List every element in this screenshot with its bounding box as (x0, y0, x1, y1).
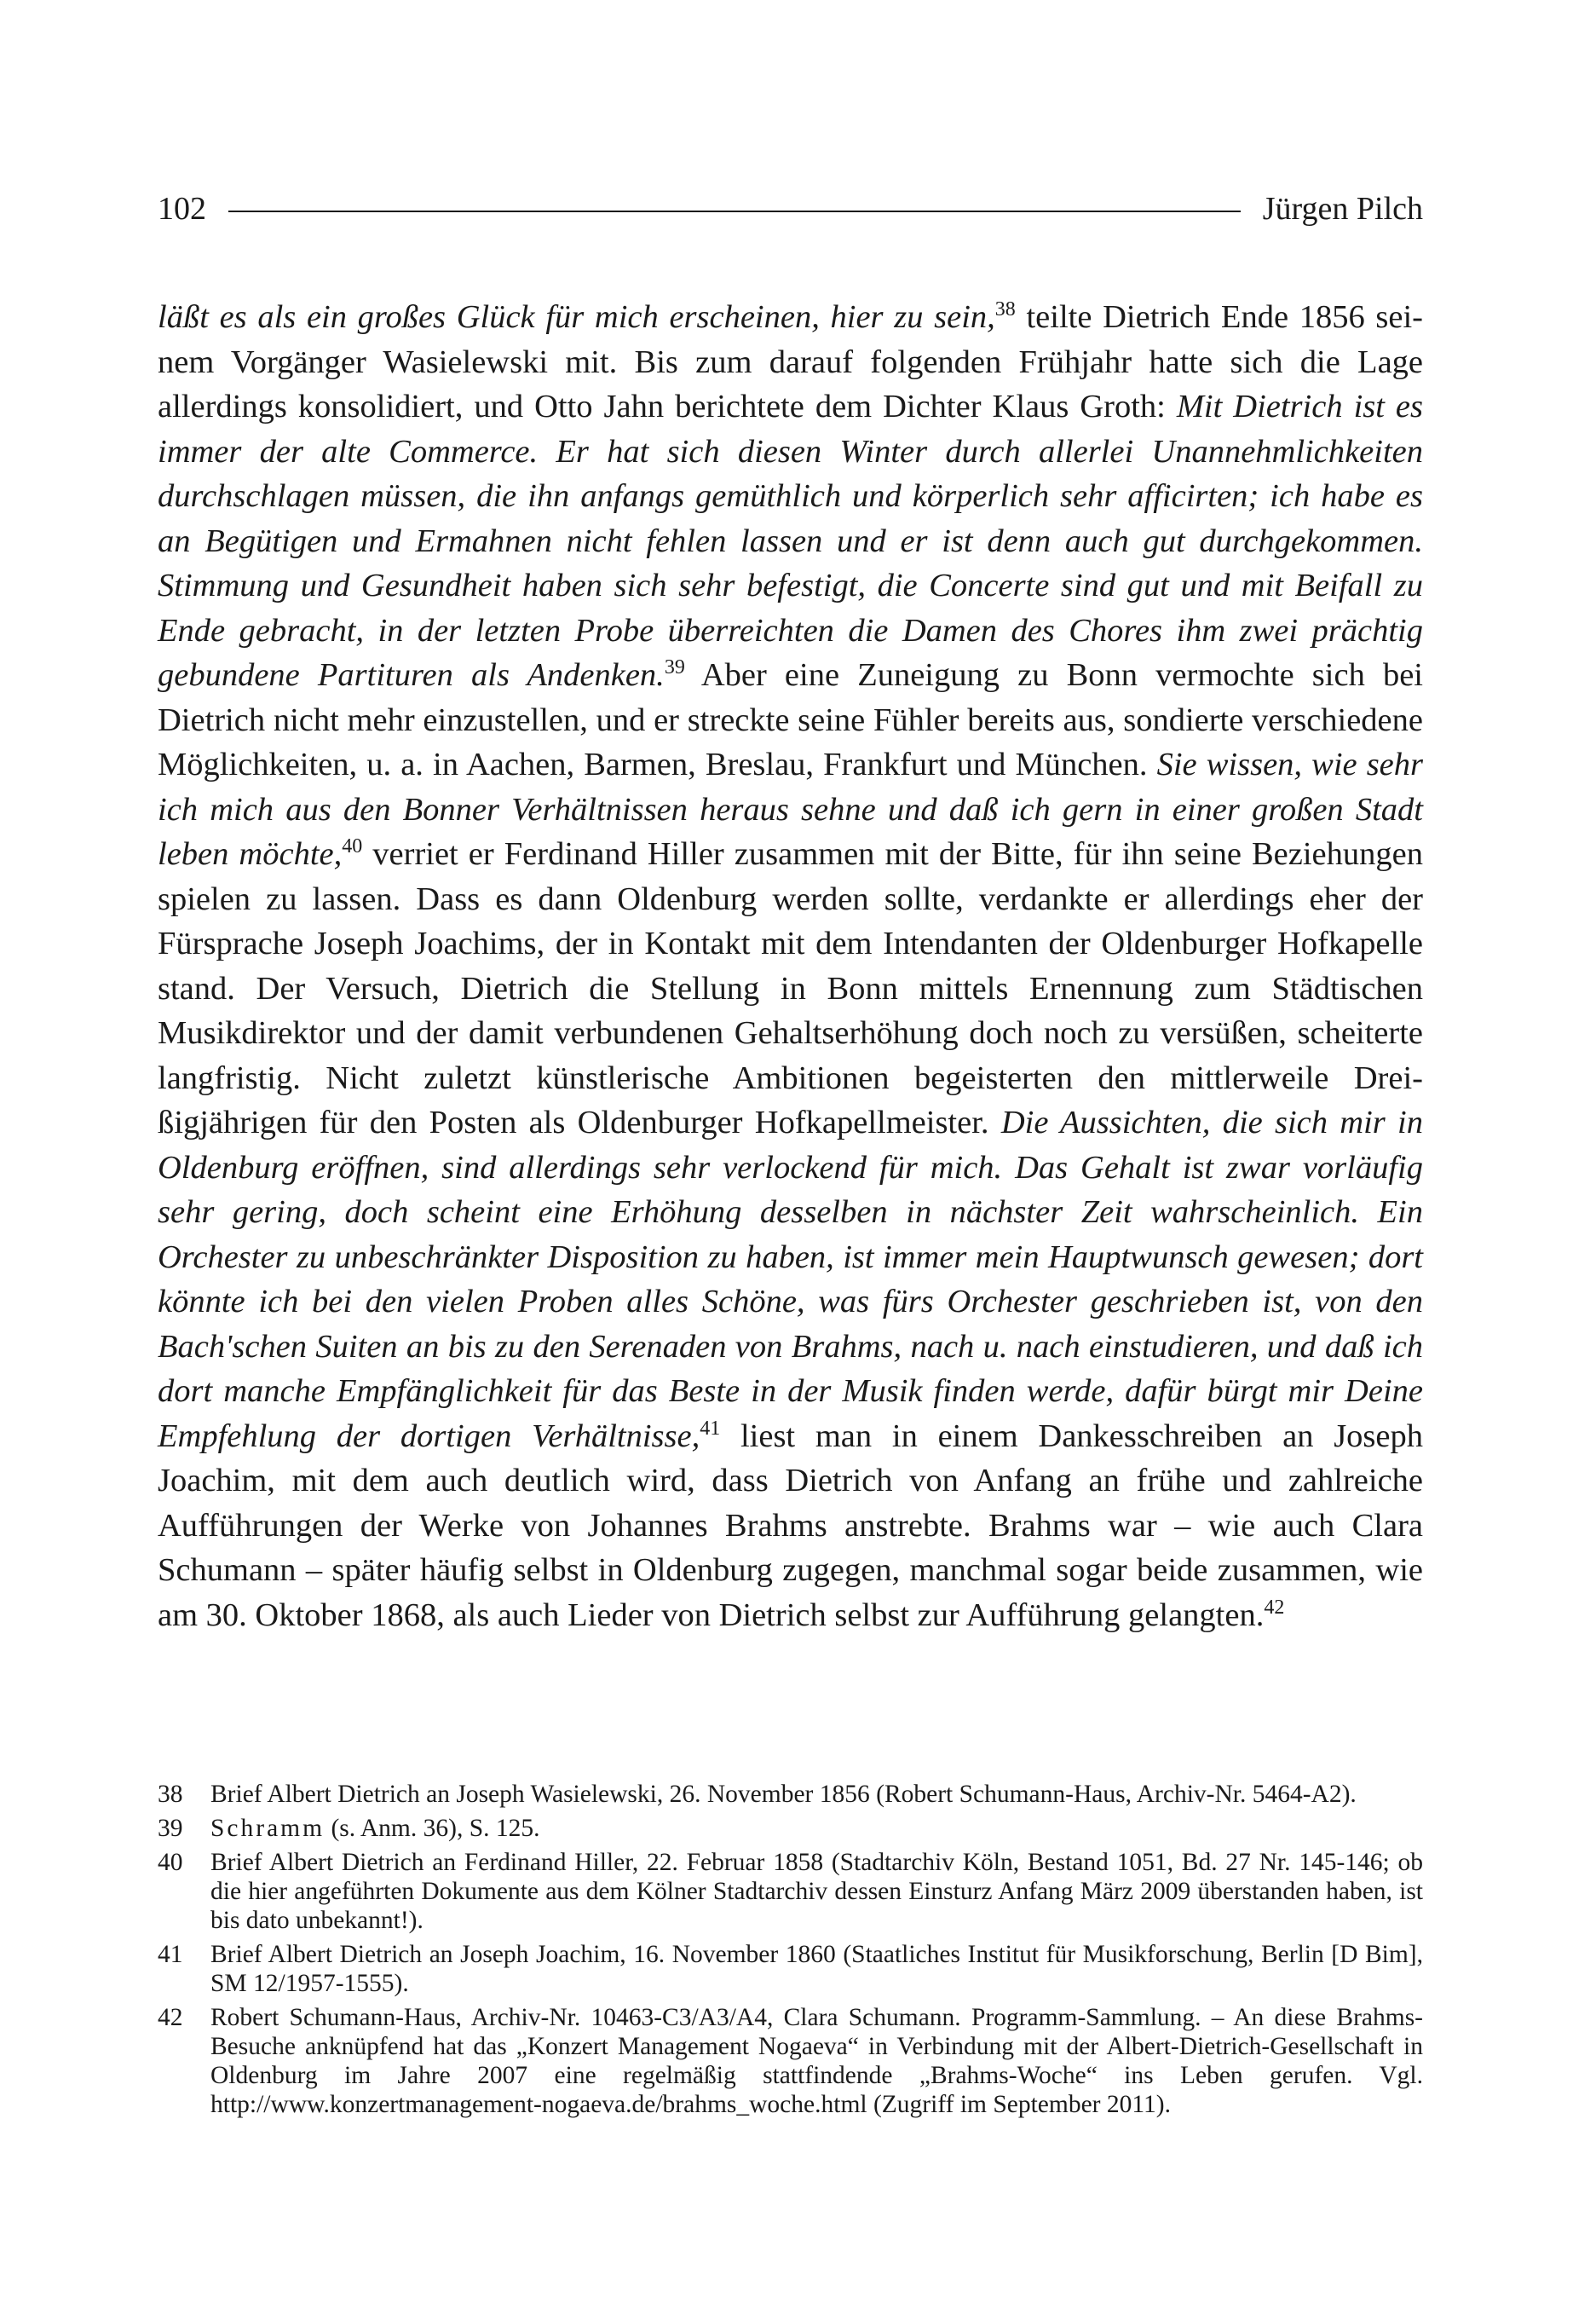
footnote-ref-39[interactable]: 39 (664, 656, 685, 679)
footnote-number: 39 (158, 1815, 183, 1842)
body-paragraph (158, 295, 1423, 1637)
footnote-ref-42[interactable]: 42 (1264, 1596, 1285, 1619)
quote-dietrich-to-joachim: Die Aussichten, die sich mir in Oldenburg eröffnen, sind allerdings sehr verlockend für mich. Das Gehalt ist zwar vorläufig sehr gering, doch scheint eine Erhöhung desselben in nächster Zeit wahrscheinlich. Ein Orchester zu unbeschränkter Disposition zu haben, ist immer mein Hauptwunsch gewesen; dort könnte ich bei den vielen Proben alles Schöne, was fürs Orchester geschrieben ist, von den Bach'schen Suiten an bis zu den Serenaden von Brahms, nach u. nach einstudieren, und daß ich dort manche Empfänglichkeit für das Beste in der Musik finden werde, dafür bürgt mir Deine Empfehlung der dortigen Verhältnisse, (158, 1105, 1423, 1454)
quote-dietrich-to-wasielewski: läßt es als ein großes Glück für mich erscheinen, hier zu sein, (158, 299, 995, 335)
footnote-text: Brief Albert Dietrich an Joseph Wasielewski, 26. November 1856 (Robert Schumann-Haus, Archiv-Nr. 5464-A2). (210, 1781, 1357, 1808)
footnote-42 (158, 2003, 1423, 2119)
footnote-39 (158, 1814, 1423, 1843)
footnote-author: Schramm (210, 1815, 326, 1842)
footnote-ref-38[interactable]: 38 (994, 298, 1016, 321)
footnote-38 (158, 1780, 1423, 1809)
page-header (158, 189, 1423, 228)
body-text-segment: teilte Dietrich Ende 1856 seinem Vorgänger Wasielewski mit. Bis zum darauf folgenden Frühjahr hatte sich die Lage allerdings konsolidiert, und Otto Jahn berichtete dem Dichter Klaus Groth: (158, 299, 1423, 424)
footnote-number: 38 (158, 1781, 183, 1808)
footnote-number: 42 (158, 2004, 183, 2031)
footnote-text: Brief Albert Dietrich an Joseph Joachim, 16. November 1860 (Staatliches Institut für Musikforschung, Berlin [D Bim], SM 12/1957-1555). (210, 1941, 1423, 1997)
footnote-text: Brief Albert Dietrich an Ferdinand Hiller, 22. Februar 1858 (Stadtarchiv Köln, Bestand 1051, Bd. 27 Nr. 145-146; ob die hier angeführten Dokumente aus dem Kölner Stadtarchiv dessen Einsturz Anfang März 2009 überstanden haben, ist bis dato unbekannt!). (210, 1849, 1423, 1934)
header-rule (228, 211, 1241, 212)
footnote-number: 41 (158, 1941, 183, 1968)
footnote-ref-41[interactable]: 41 (700, 1417, 721, 1440)
footnote-ref-40[interactable]: 40 (342, 835, 363, 858)
running-head: Jürgen Pilch (1262, 191, 1423, 227)
footnote-40 (158, 1848, 1423, 1935)
body-text-segment: liest man in einem Dankesschreiben an Joseph Joachim, mit dem auch deutlich wird, dass Dietrich von Anfang an frühe und zahlreiche Aufführungen der Werke von Johannes Brahms anstrebte. Brahms war – wie auch Clara Schumann – später häufig selbst in Oldenburg zugegen, manchmal sogar beide zusammen, wie am 30. Oktober 1868, als auch Lieder von Dietrich selbst zur Aufführung gelangten. (158, 1417, 1423, 1633)
footnote-text: Robert Schumann-Haus, Archiv-Nr. 10463-C3/A3/A4, Clara Schumann. Programm-Sammlung. – An diese Brahms-Besuche anknüpfend hat das „Konzert Management Nogaeva“ in Verbindung mit der Albert-Dietrich-Gesellschaft in Oldenburg im Jahre 2007 eine regelmäßig stattfindende „Brahms-Woche“ ins Leben gerufen. Vgl. http://www.konzertmanagement-nogaeva.de/brahms_woche.html (Zugriff im September 2011). (210, 2004, 1423, 2118)
footnotes (158, 1780, 1423, 2124)
body-text-segment: Aber eine Zuneigung zu Bonn vermochte sich bei Dietrich nicht mehr einzustellen, und er streckte seine Fühler bereits aus, sondierte verschiedene Möglichkeiten, u. a. in Aachen, Barmen, Breslau, Frankfurt und München. (158, 657, 1423, 782)
footnote-text: (s. Anm. 36), S. 125. (325, 1815, 540, 1842)
body-text-segment: verriet er Ferdinand Hiller zusammen mit der Bitte, für ihn seine Beziehungen spielen zu lassen. Dass es dann Oldenburg werden sollte, verdankte er allerdings eher der Fürsprache Joseph Joachims, der in Kontakt mit dem Intendanten der Oldenburger Hofkapelle stand. Der Versuch, Dietrich die Stellung in Bonn mittels Ernennung zum Städtischen Musikdirektor und der damit verbundenen Gehaltserhöhung doch noch zu versüßen, scheiterte langfristig. Nicht zuletzt künstlerische Ambitionen begeisterten den mittlerweile Dreißigjährigen für den Posten als Oldenburger Hofkapellmeister. (158, 836, 1423, 1140)
page-number: 102 (158, 191, 206, 227)
quote-jahn-to-groth: Mit Dietrich ist es immer der alte Commerce. Er hat sich diesen Winter durch allerlei Unannehmlichkeiten durchschlagen müssen, die ihn anfangs gemüthlich und körperlich sehr afficirten; ich habe es an Begütigen und Ermahnen nicht fehlen lassen und er ist denn auch gut durchgekommen. Stimmung und Gesundheit haben sich sehr befestigt, die Concerte sind gut und mit Beifall zu Ende gebracht, in der letzten Probe überreichten die Damen des Chores ihm zwei prächtig gebundene Partituren als Andenken. (158, 389, 1423, 693)
footnote-number: 40 (158, 1849, 183, 1876)
footnote-41 (158, 1940, 1423, 1998)
quote-dietrich-to-hiller: Sie wissen, wie sehr ich mich aus den Bonner Verhältnissen heraus sehne und daß ich gern in einer großen Stadt leben möchte, (158, 747, 1423, 872)
